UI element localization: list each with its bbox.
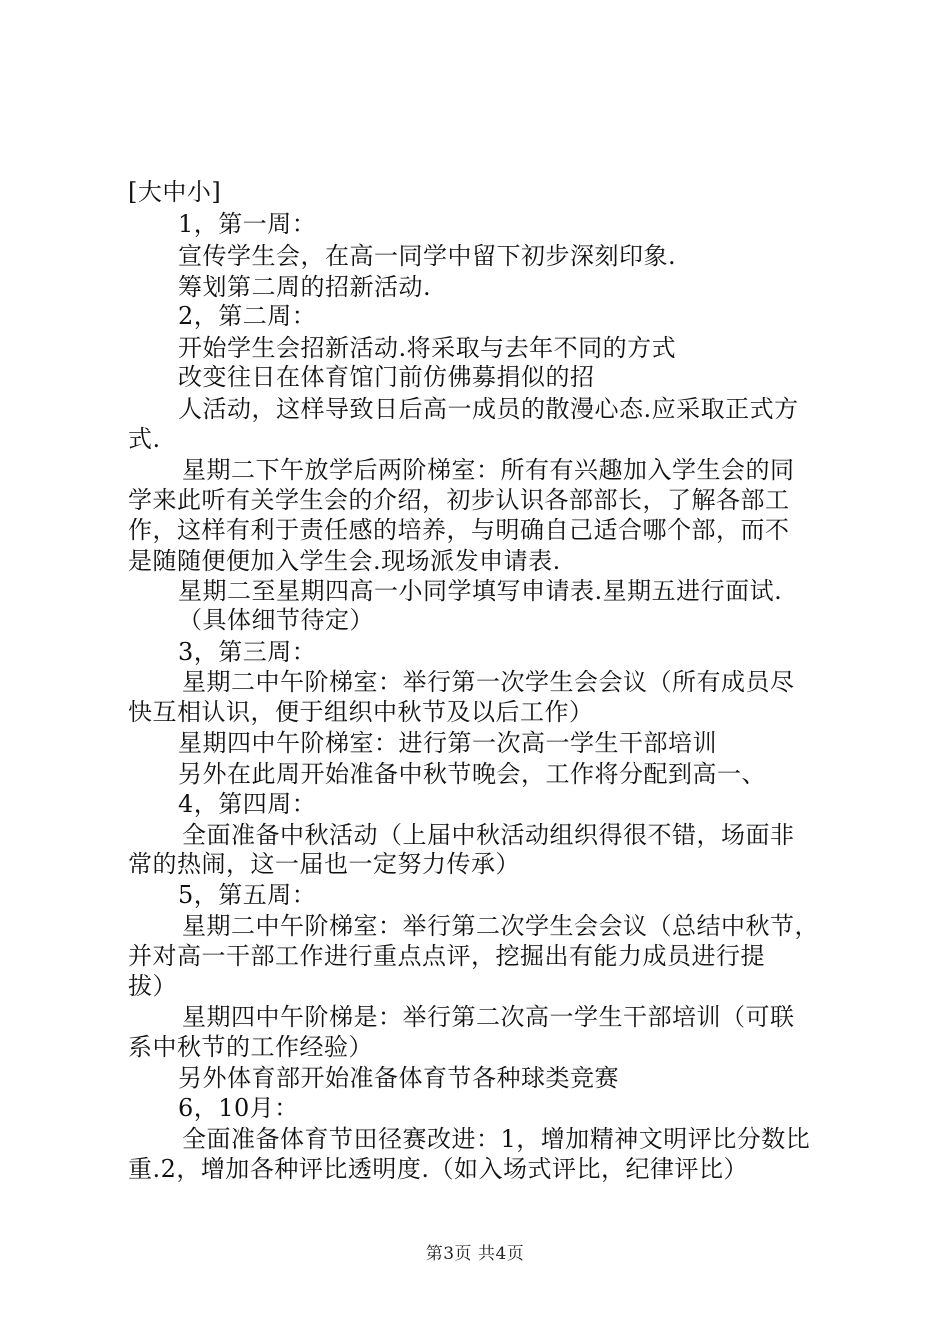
text-line: 3，第三周： <box>178 638 317 666</box>
text-line: 另外在此周开始准备中秋节晚会，工作将分配到高一、 <box>178 760 766 788</box>
page-number-footer: 第3页 共4页 <box>425 1244 525 1264</box>
text-line: [大中小] <box>128 178 222 206</box>
text-line: 6，10月： <box>178 1094 299 1122</box>
text-line: （具体细节待定） <box>178 606 374 634</box>
text-line: 全面准备体育节田径赛改进：1，增加精神文明评比分数比 <box>182 1125 811 1153</box>
text-line: 星期二中午阶梯室：举行第一次学生会会议（所有成员尽 <box>182 668 795 696</box>
text-line: 筹划第二周的招新活动. <box>178 273 432 301</box>
text-line: 是随随便便加入学生会.现场派发申请表. <box>128 547 561 575</box>
text-line: 重.2，增加各种评比透明度.（如入场式评比，纪律评比） <box>128 1155 749 1183</box>
text-line: 常的热闹，这一届也一定努力传承） <box>128 850 520 878</box>
text-line: 宣传学生会，在高一同学中留下初步深刻印象. <box>178 242 677 270</box>
text-line: 星期二中午阶梯室：举行第二次学生会会议（总结中秋节， <box>182 912 819 940</box>
text-line: 人活动，这样导致日后高一成员的散漫心态.应采取正式方 <box>178 395 799 423</box>
text-line: 1，第一周： <box>178 210 317 238</box>
text-line: 拔） <box>128 972 177 1000</box>
text-line: 星期二下午放学后两阶梯室：所有有兴趣加入学生会的同 <box>182 456 795 484</box>
text-line: 作，这样有利于责任感的培养，与明确自己适合哪个部，而不 <box>128 516 790 544</box>
text-line: 系中秋节的工作经验） <box>128 1033 373 1061</box>
text-line: 星期四中午阶梯是：举行第二次高一学生干部培训（可联 <box>182 1003 795 1031</box>
text-line: 并对高一干部工作进行重点点评，挖掘出有能力成员进行提 <box>128 942 765 970</box>
text-line: 另外体育部开始准备体育节各种球类竞赛 <box>178 1064 619 1092</box>
text-line: 2，第二周： <box>178 302 317 330</box>
text-line: 星期四中午阶梯室：进行第一次高一学生干部培训 <box>178 729 717 757</box>
text-line: 快互相认识，便于组织中秋节及以后工作） <box>128 698 594 726</box>
text-line: 改变往日在体育馆门前仿佛募捐似的招 <box>178 363 595 391</box>
text-line: 学来此听有关学生会的介绍，初步认识各部部长，了解各部工 <box>128 486 790 514</box>
text-line: 星期二至星期四高一小同学填写申请表.星期五进行面试. <box>178 577 783 605</box>
text-line: 4，第四周： <box>178 790 317 818</box>
text-line: 式. <box>128 425 161 453</box>
text-line: 开始学生会招新活动.将采取与去年不同的方式 <box>178 334 677 362</box>
text-line: 5，第五周： <box>178 881 317 909</box>
text-line: 全面准备中秋活动（上届中秋活动组织得很不错，场面非 <box>182 821 795 849</box>
